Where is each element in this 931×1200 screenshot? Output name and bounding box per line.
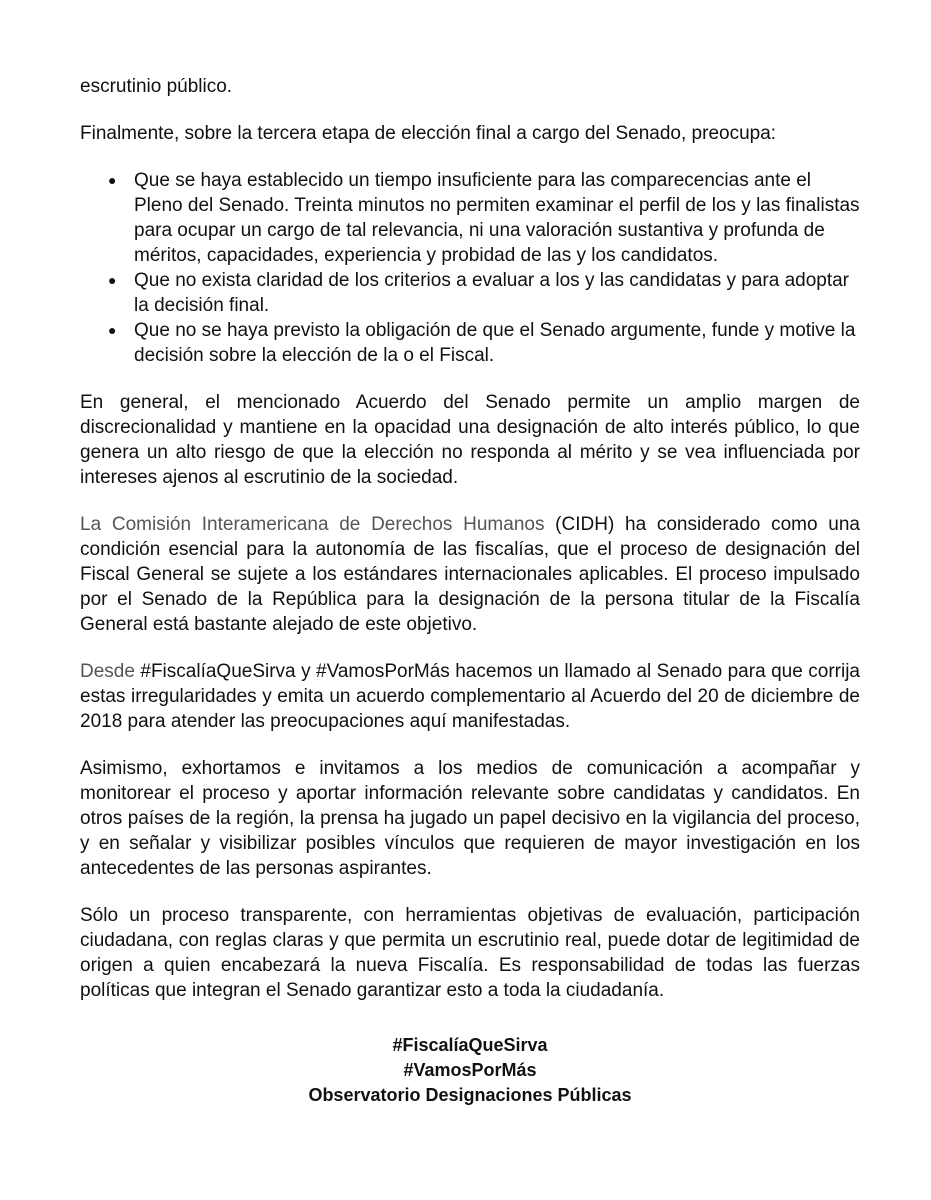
list-item-text: Que no exista claridad de los criterios a evaluar a los y las candidatas y para adoptar la decisión final. bbox=[134, 270, 850, 316]
paragraph-call bbox=[80, 659, 860, 734]
list-item-text: Que se haya establecido un tiempo insuficiente para las comparecencias ante el Pleno del Senado. Treinta minutos no permiten examinar el perfil de los y las finalistas para ocupar un cargo de tal relevancia, ni una valoración sustantiva y profunda de méritos, capacidades, experiencia y probidad de las y los candidatos. bbox=[134, 170, 860, 266]
paragraph-lead: Desde bbox=[80, 661, 135, 682]
paragraph-intro: escrutinio público. bbox=[80, 76, 233, 97]
paragraph-body: (CIDH) ha considerado como una condición esencial para la autonomía de las fiscalías, que el proceso de designación del Fiscal General se sujete a los estándares internacionales aplicables. El proceso impulsado por el Senado de la República para la designación de la persona titular de la Fiscalía General está bastante alejado de este objetivo. bbox=[80, 514, 860, 635]
document-page bbox=[80, 74, 860, 1108]
paragraph-general: En general, el mencionado Acuerdo del Senado permite un amplio margen de discrecionalidad y mantiene en la opacidad una designación de alto interés público, lo que genera un alto riesgo de que la elección no responda al mérito y se vea influenciada por intereses ajenos al escrutinio de la sociedad. bbox=[80, 392, 860, 488]
paragraph-cidh bbox=[80, 512, 860, 637]
signature-hashtag-vamos: #VamosPorMás bbox=[403, 1060, 537, 1080]
list-item bbox=[80, 168, 860, 268]
bullet-icon: ● bbox=[108, 272, 117, 288]
paragraph-closing: Sólo un proceso transparente, con herramientas objetivas de evaluación, participación ciudadana, con reglas claras y que permita un escrutinio real, puede dotar de legitimidad de origen a quien encabezará la nueva Fiscalía. Es responsabilidad de todas las fuerzas políticas que integran el Senado garantizar esto a toda la ciudadanía. bbox=[80, 905, 860, 1001]
concerns-list bbox=[80, 168, 860, 368]
paragraph-body: #FiscalíaQueSirva y #VamosPorMás hacemos un llamado al Senado para que corrija estas irregularidades y emita un acuerdo complementario al Acuerdo del 20 de diciembre de 2018 para atender las preocupaciones aquí manifestadas. bbox=[80, 661, 860, 732]
signature-block bbox=[80, 1033, 860, 1108]
list-item bbox=[80, 318, 860, 368]
signature-organization: Observatorio Designaciones Públicas bbox=[308, 1085, 632, 1105]
paragraph-media: Asimismo, exhortamos e invitamos a los medios de comunicación a acompañar y monitorear el proceso y aportar información relevante sobre candidatas y candidatos. En otros países de la región, la prensa ha jugado un papel decisivo en la vigilancia del proceso, y en señalar y visibilizar posibles vínculos que requieren de mayor investigación en los antecedentes de las personas aspirantes. bbox=[80, 758, 860, 879]
list-item bbox=[80, 268, 860, 318]
paragraph-third-stage: Finalmente, sobre la tercera etapa de elección final a cargo del Senado, preocupa: bbox=[80, 123, 777, 144]
paragraph-lead: La Comisión Interamericana de Derechos Humanos bbox=[80, 514, 545, 535]
list-item-text: Que no se haya previsto la obligación de que el Senado argumente, funde y motive la decisión sobre la elección de la o el Fiscal. bbox=[134, 320, 856, 366]
bullet-icon: ● bbox=[108, 172, 117, 188]
bullet-icon: ● bbox=[108, 322, 117, 338]
signature-hashtag-fiscalia: #FiscalíaQueSirva bbox=[392, 1035, 548, 1055]
